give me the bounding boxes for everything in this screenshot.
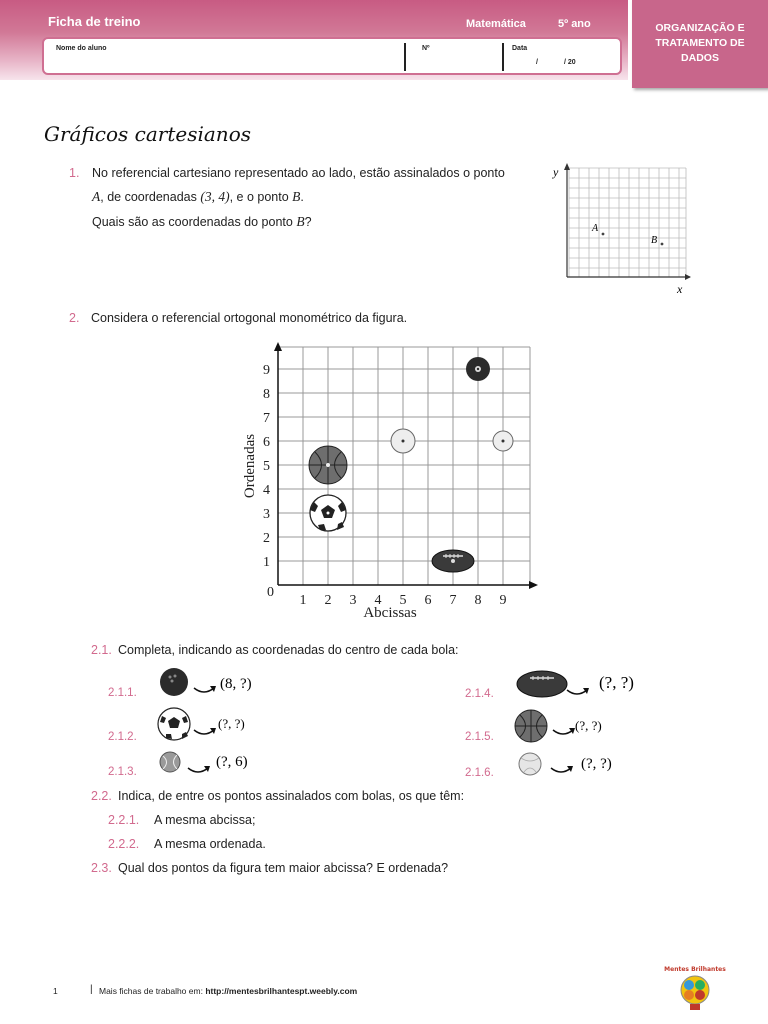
basketball-icon xyxy=(309,446,347,484)
subject-label: Matemática xyxy=(466,18,526,30)
q1-number: 1. xyxy=(69,166,80,180)
answer-coords: (?, ?) xyxy=(218,716,245,731)
answer-coords: (?, 6) xyxy=(216,754,248,770)
y-tick: 7 xyxy=(263,411,270,426)
q1-line2: A, de coordenadas (3, 4), e o ponto B. xyxy=(92,189,304,204)
point-b-label: B xyxy=(292,189,301,204)
student-number-field[interactable]: Nº xyxy=(422,45,430,52)
point-b-text: B xyxy=(651,235,658,246)
q23-text: Qual dos pontos da figura tem maior abcissa? E ordenada? xyxy=(118,861,449,875)
x-tick: 7 xyxy=(449,593,457,608)
q21-number: 2.1. xyxy=(91,643,112,657)
year-label: 5º ano xyxy=(558,18,591,30)
answer-item-2-1-4 xyxy=(515,668,650,702)
q22-number: 2.2. xyxy=(91,789,112,803)
arrow-icon xyxy=(551,768,571,772)
arrow-icon xyxy=(194,730,214,734)
answer-coords: (8, ?) xyxy=(220,676,252,692)
bowling-ball-icon xyxy=(466,357,490,381)
football-icon xyxy=(517,671,567,697)
page-number: 1 xyxy=(53,986,58,996)
q222-text: A mesma ordenada. xyxy=(154,837,266,851)
q221-text: A mesma abcissa; xyxy=(154,813,256,827)
q1-line3: Quais são as coordenadas do ponto B? xyxy=(92,214,312,229)
q1-cartesian-figure xyxy=(545,160,695,300)
arrow-icon xyxy=(194,688,214,692)
q222-number: 2.2.2. xyxy=(108,837,140,851)
svg-text:Mentes Brilhantes: Mentes Brilhantes xyxy=(664,966,726,973)
q1-line1: No referencial cartesiano representado ao lado, estão assinalados o ponto xyxy=(92,166,505,180)
item-number: 2.1.6. xyxy=(465,767,494,779)
student-info-form xyxy=(42,37,622,75)
q21-text: Completa, indicando as coordenadas do centro de cada bola: xyxy=(118,643,459,657)
item-number: 2.1.4. xyxy=(465,688,494,700)
q2-cartesian-figure xyxy=(238,342,538,622)
footer-link[interactable]: http://mentesbrilhantespt.weebly.com xyxy=(205,986,358,996)
worksheet-title: Ficha de treino xyxy=(48,14,141,29)
topic-line: DADOS xyxy=(681,52,719,64)
item-number: 2.1.1. xyxy=(108,687,137,699)
mentes-brilhantes-logo xyxy=(664,962,726,1012)
answer-item-2-1-1 xyxy=(158,666,268,702)
answer-item-2-1-3 xyxy=(156,750,266,780)
answer-coords: (?, ?) xyxy=(581,756,612,772)
point-a-coords: (3, 4) xyxy=(200,189,230,204)
x-tick: 8 xyxy=(474,593,482,608)
arrow-icon xyxy=(553,730,573,734)
footer-separator: | xyxy=(90,984,93,995)
x-axis-label: Abcissas xyxy=(363,605,417,621)
x-tick: 6 xyxy=(424,593,432,608)
point-a-text: A xyxy=(592,223,599,234)
answer-coords: (?, ?) xyxy=(575,718,602,733)
arrow-icon xyxy=(567,690,587,694)
form-divider xyxy=(502,43,504,71)
x-tick: 9 xyxy=(499,593,507,608)
footer-text: Mais fichas de trabalho em: http://mentesbrilhantespt.weebly.com xyxy=(99,986,358,996)
volleyball-icon xyxy=(519,753,541,775)
section-title: Gráficos cartesianos xyxy=(44,122,251,146)
form-divider xyxy=(404,43,406,71)
y-axis-label: Ordenadas xyxy=(242,433,258,499)
answer-item-2-1-6 xyxy=(515,750,625,782)
q1-y-label: y xyxy=(553,165,559,179)
item-number: 2.1.5. xyxy=(465,731,494,743)
bowling-ball-icon xyxy=(160,668,188,696)
y-tick: 2 xyxy=(263,531,270,546)
y-tick: 1 xyxy=(263,555,270,570)
y-tick: 6 xyxy=(263,435,270,450)
answer-coords: (?, ?) xyxy=(599,673,634,692)
x-tick: 2 xyxy=(324,593,332,608)
point-b xyxy=(661,243,664,246)
topic-line: ORGANIZAÇÃO E xyxy=(655,22,745,34)
y-tick: 8 xyxy=(263,387,270,402)
item-number: 2.1.3. xyxy=(108,766,137,778)
point-a-label: A xyxy=(92,189,101,204)
x-tick: 4 xyxy=(374,593,382,608)
y-tick: 5 xyxy=(263,459,270,474)
q2-text: Considera o referencial ortogonal monométrico da figura. xyxy=(91,311,408,325)
student-name-field[interactable]: Nome do aluno xyxy=(56,45,107,52)
arrow-icon xyxy=(188,768,208,772)
q221-number: 2.2.1. xyxy=(108,813,140,827)
tennis-ball-icon xyxy=(391,429,415,453)
date-slash: / xyxy=(536,59,538,66)
x-tick: 5 xyxy=(399,593,407,608)
topic-line: TRATAMENTO DE xyxy=(655,37,745,49)
y-tick: 9 xyxy=(263,363,270,378)
origin-label: 0 xyxy=(267,585,274,600)
x-tick: 3 xyxy=(349,593,357,608)
point-a xyxy=(602,233,605,236)
header-banner xyxy=(0,0,628,80)
date-field[interactable]: Data xyxy=(512,45,528,52)
answer-item-2-1-2 xyxy=(156,706,266,742)
q1-x-label: x xyxy=(677,282,683,296)
y-tick: 3 xyxy=(263,507,270,522)
answer-item-2-1-5 xyxy=(513,708,623,744)
x-tick: 1 xyxy=(299,593,307,608)
football-icon xyxy=(432,550,474,572)
q22-text: Indica, de entre os pontos assinalados com bolas, os que têm: xyxy=(118,789,465,803)
score-total: / 20 xyxy=(564,59,576,66)
volleyball-icon xyxy=(493,431,513,451)
topic-badge xyxy=(632,0,768,88)
y-tick: 4 xyxy=(263,483,270,498)
item-number: 2.1.2. xyxy=(108,731,137,743)
q2-number: 2. xyxy=(69,311,80,325)
soccer-ball-icon xyxy=(310,495,346,531)
q23-number: 2.3. xyxy=(91,861,112,875)
